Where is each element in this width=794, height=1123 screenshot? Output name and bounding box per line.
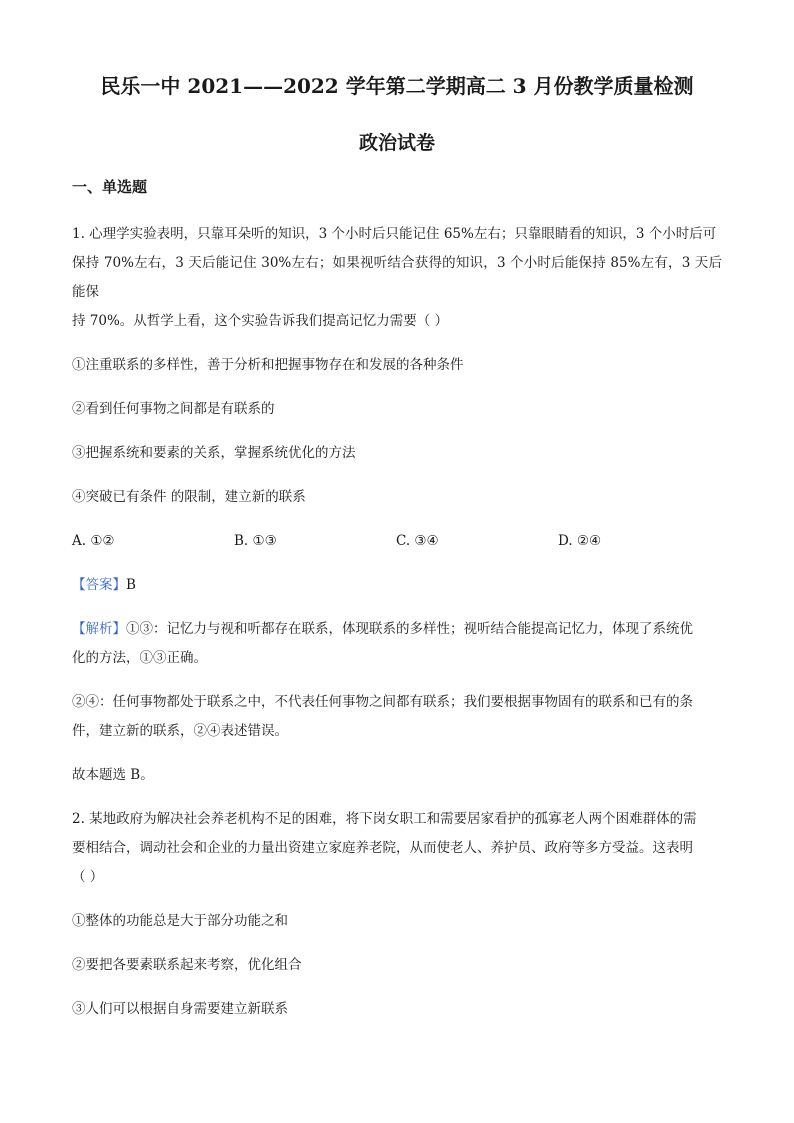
analysis-line: 化的方法，①③正确。	[72, 650, 207, 666]
section-heading: 一、单选题	[72, 178, 148, 196]
choice-a: A. ①②	[72, 533, 115, 549]
page-title: 民乐一中 2021——2022 学年第二学期高二 3 月份教学质量检测	[100, 74, 694, 98]
answer-value: B	[126, 577, 136, 593]
analysis-line: ②④：任何事物都处于联系之中，不代表任何事物之间都有联系；我们要根据事物固有的联系和已有的条	[72, 694, 693, 710]
document-body	[72, 220, 722, 1024]
analysis-tag: 【解析】	[72, 621, 126, 637]
choice-c: C. ③④	[396, 533, 439, 549]
statement-option: ①注重联系的多样性，善于分析和把握事物存在和发展的各种条件	[72, 357, 464, 373]
statement-option: ③人们可以根据自身需要建立新联系	[72, 1001, 288, 1017]
question-stem-line: （ ）	[72, 869, 104, 885]
statement-option: ②看到任何事物之间都是有联系的	[72, 401, 275, 417]
question-stem-line: 1. 心理学实验表明，只靠耳朵听的知识，3 个小时后只能记住 65%左右；只靠眼睛看的知识，3 个小时后可	[72, 226, 717, 242]
statement-option: ③把握系统和要素的关系，掌握系统优化的方法	[72, 445, 356, 461]
answer-tag: 【答案】	[72, 577, 126, 593]
analysis-line	[72, 615, 722, 644]
conclusion-line: 故本题选 B。	[72, 767, 154, 783]
analysis-text: ①③：记忆力与视和听都存在联系，体现联系的多样性；视听结合能提高记忆力，体现了系统优	[126, 621, 693, 637]
analysis-line: 件，建立新的联系，②④表述错误。	[72, 723, 288, 739]
question-stem-line: 保持 70%左右，3 天后能记住 30%左右；如果视听结合获得的知识，3 个小时后能保持 85%左有，3 天后能保	[72, 255, 722, 300]
statement-option: ④突破已有条件 的限制，建立新的联系	[72, 489, 306, 505]
choice-b: B. ①③	[234, 533, 277, 549]
statement-option: ②要把各要素联系起来考察，优化组合	[72, 957, 302, 973]
question-stem-line: 持 70%。从哲学上看，这个实验告诉我们提高记忆力需要（ ）	[72, 313, 449, 329]
question-2	[72, 805, 722, 1024]
statement-option: ①整体的功能总是大于部分功能之和	[72, 913, 288, 929]
choice-d: D. ②④	[558, 533, 602, 549]
question-stem-line: 要相结合，调动社会和企业的力量出资建立家庭养老院，从而使老人、养护员、政府等多方受益。这表明	[72, 840, 693, 856]
answer-line	[72, 571, 722, 600]
question-stem-line: 2. 某地政府为解决社会养老机构不足的困难，将下岗女职工和需要居家看护的孤寡老人两个困难群体的需	[72, 811, 697, 827]
question-1	[72, 220, 722, 790]
page-subtitle: 政治试卷	[358, 132, 435, 154]
answer-choices	[72, 527, 722, 556]
